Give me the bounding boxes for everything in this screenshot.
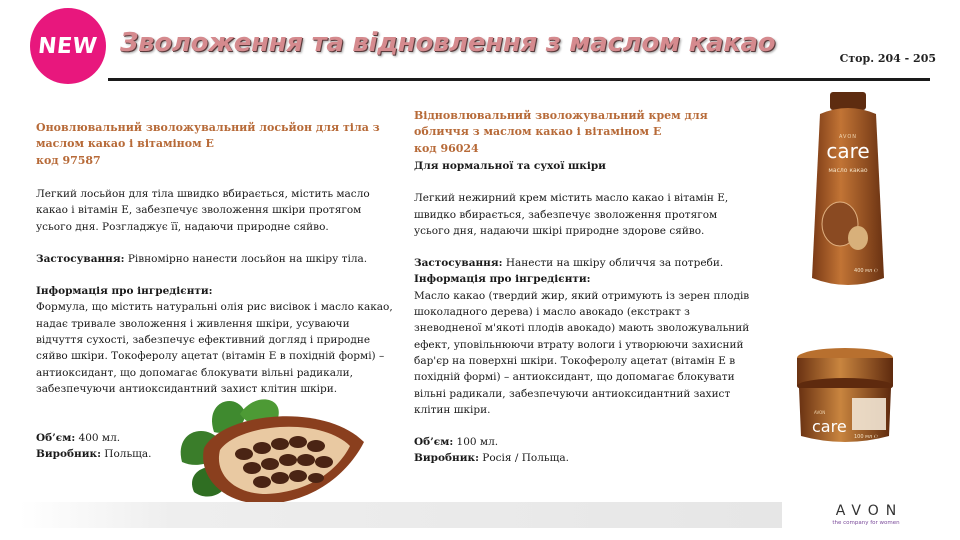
right-volume-value: 100 мл. <box>453 436 499 449</box>
left-usage <box>36 251 396 267</box>
right-usage-text: Нанести на шкіру обличчя за потреби. <box>502 257 724 270</box>
bottle-line: масло какао <box>828 167 868 174</box>
left-maker-label: Виробник: <box>36 448 101 461</box>
right-ingredients-label: Інформація про інгредієнти: <box>414 273 591 286</box>
right-volume-label: Об’єм: <box>414 436 454 449</box>
page-title: Зволоження та відновлення з маслом какао <box>120 28 776 58</box>
left-body <box>36 186 396 400</box>
header-divider <box>108 78 930 81</box>
lotion-bottle-image <box>800 92 896 292</box>
right-ingredients-text: Масло какао (твердий жир, який отримують із зерен плодів шоколадного дерева) і масло авокадо (екстракт з зневодненої м'якоті плодів авокадо) мають зволожувальний ефект, уповільнюючи втрату вологи і утворюючи захисний бар'єр на поверхні шкіри. Токоферолу ацетат (вітамін Е в похідній формі) – антиоксидант, що допомагає блокувати вільні радикали, забезпечуючи антиоксидантний захист клітин шкіри. <box>414 289 750 416</box>
left-usage-label: Застосування: <box>36 252 125 265</box>
left-volume-label: Об’єм: <box>36 432 76 444</box>
avon-tagline: the company for women <box>832 520 900 526</box>
cocoa-pod-image <box>174 392 370 510</box>
footer-band <box>20 502 782 528</box>
avon-logo: AVON <box>835 503 904 519</box>
new-badge <box>30 8 106 84</box>
left-product-title: Оновлювальний зволожувальний лосьйон для тіла з маслом какао і вітаміном Е <box>36 121 380 150</box>
right-usage <box>414 255 754 271</box>
right-maker-label: Виробник: <box>414 452 479 465</box>
jar-volume: 100 мл ℮ <box>854 434 878 440</box>
right-maker <box>414 450 754 466</box>
left-product-code: код 97587 <box>36 154 101 167</box>
avon-logo-block <box>786 497 946 533</box>
right-volume <box>414 434 754 450</box>
right-usage-label: Застосування: <box>414 257 503 270</box>
left-volume-value: 400 мл. <box>75 432 121 444</box>
left-ingredients-label: Інформація про інгредієнти: <box>36 285 213 298</box>
right-product-code: код 96024 <box>414 142 479 155</box>
new-badge-label: NEW <box>37 33 99 59</box>
left-maker-value: Польща. <box>100 448 152 461</box>
right-skin-type: Для нормальної та сухої шкіри <box>414 160 606 172</box>
right-description: Легкий нежирний крем містить масло какао і вітамін Е, швидко вбирається, забезпечує зволоження протягом усього дня, надаючи шкірі природне здорове сяйво. <box>414 192 729 237</box>
right-product-title: Відновлювальний зволожувальний крем для обличчя з маслом какао і вітаміном Е <box>414 109 708 138</box>
left-description: Легкий лосьйон для тіла швидко вбирається, містить масло какао і вітамін Е, забезпечує зволоження шкіри протягом усього дня. Розгладжує її, надаючи природне сяйво. <box>36 188 370 233</box>
left-ingredients-text: Формула, що містить натуральні олія рис висівок і масло какао, надає тривале зволоження і живлення шкіри, усуваючи відчуття сухості, забезпечує ефективний догляд і природне сяйво шкіри. Токоферолу ацетат (вітамін Е в похідній формі) – антиоксидант, що допомагає блокувати вільні радикали, забезпечуючи антиоксидантний захист клітин шкіри. <box>36 301 393 395</box>
bottle-volume: 400 мл ℮ <box>854 268 878 274</box>
jar-brand: care <box>812 417 847 436</box>
left-usage-text: Рівномірно нанести лосьйон на шкіру тіла. <box>124 252 368 265</box>
bottle-brand-small: AVON <box>838 134 858 140</box>
bottle-brand: care <box>826 139 870 163</box>
page-range: Стор. 204 - 205 <box>839 52 936 65</box>
cream-jar-image <box>790 338 900 448</box>
right-product-description <box>414 108 754 467</box>
right-maker-value: Росія / Польща. <box>478 452 569 465</box>
jar-brand-small: AVON <box>814 410 826 415</box>
